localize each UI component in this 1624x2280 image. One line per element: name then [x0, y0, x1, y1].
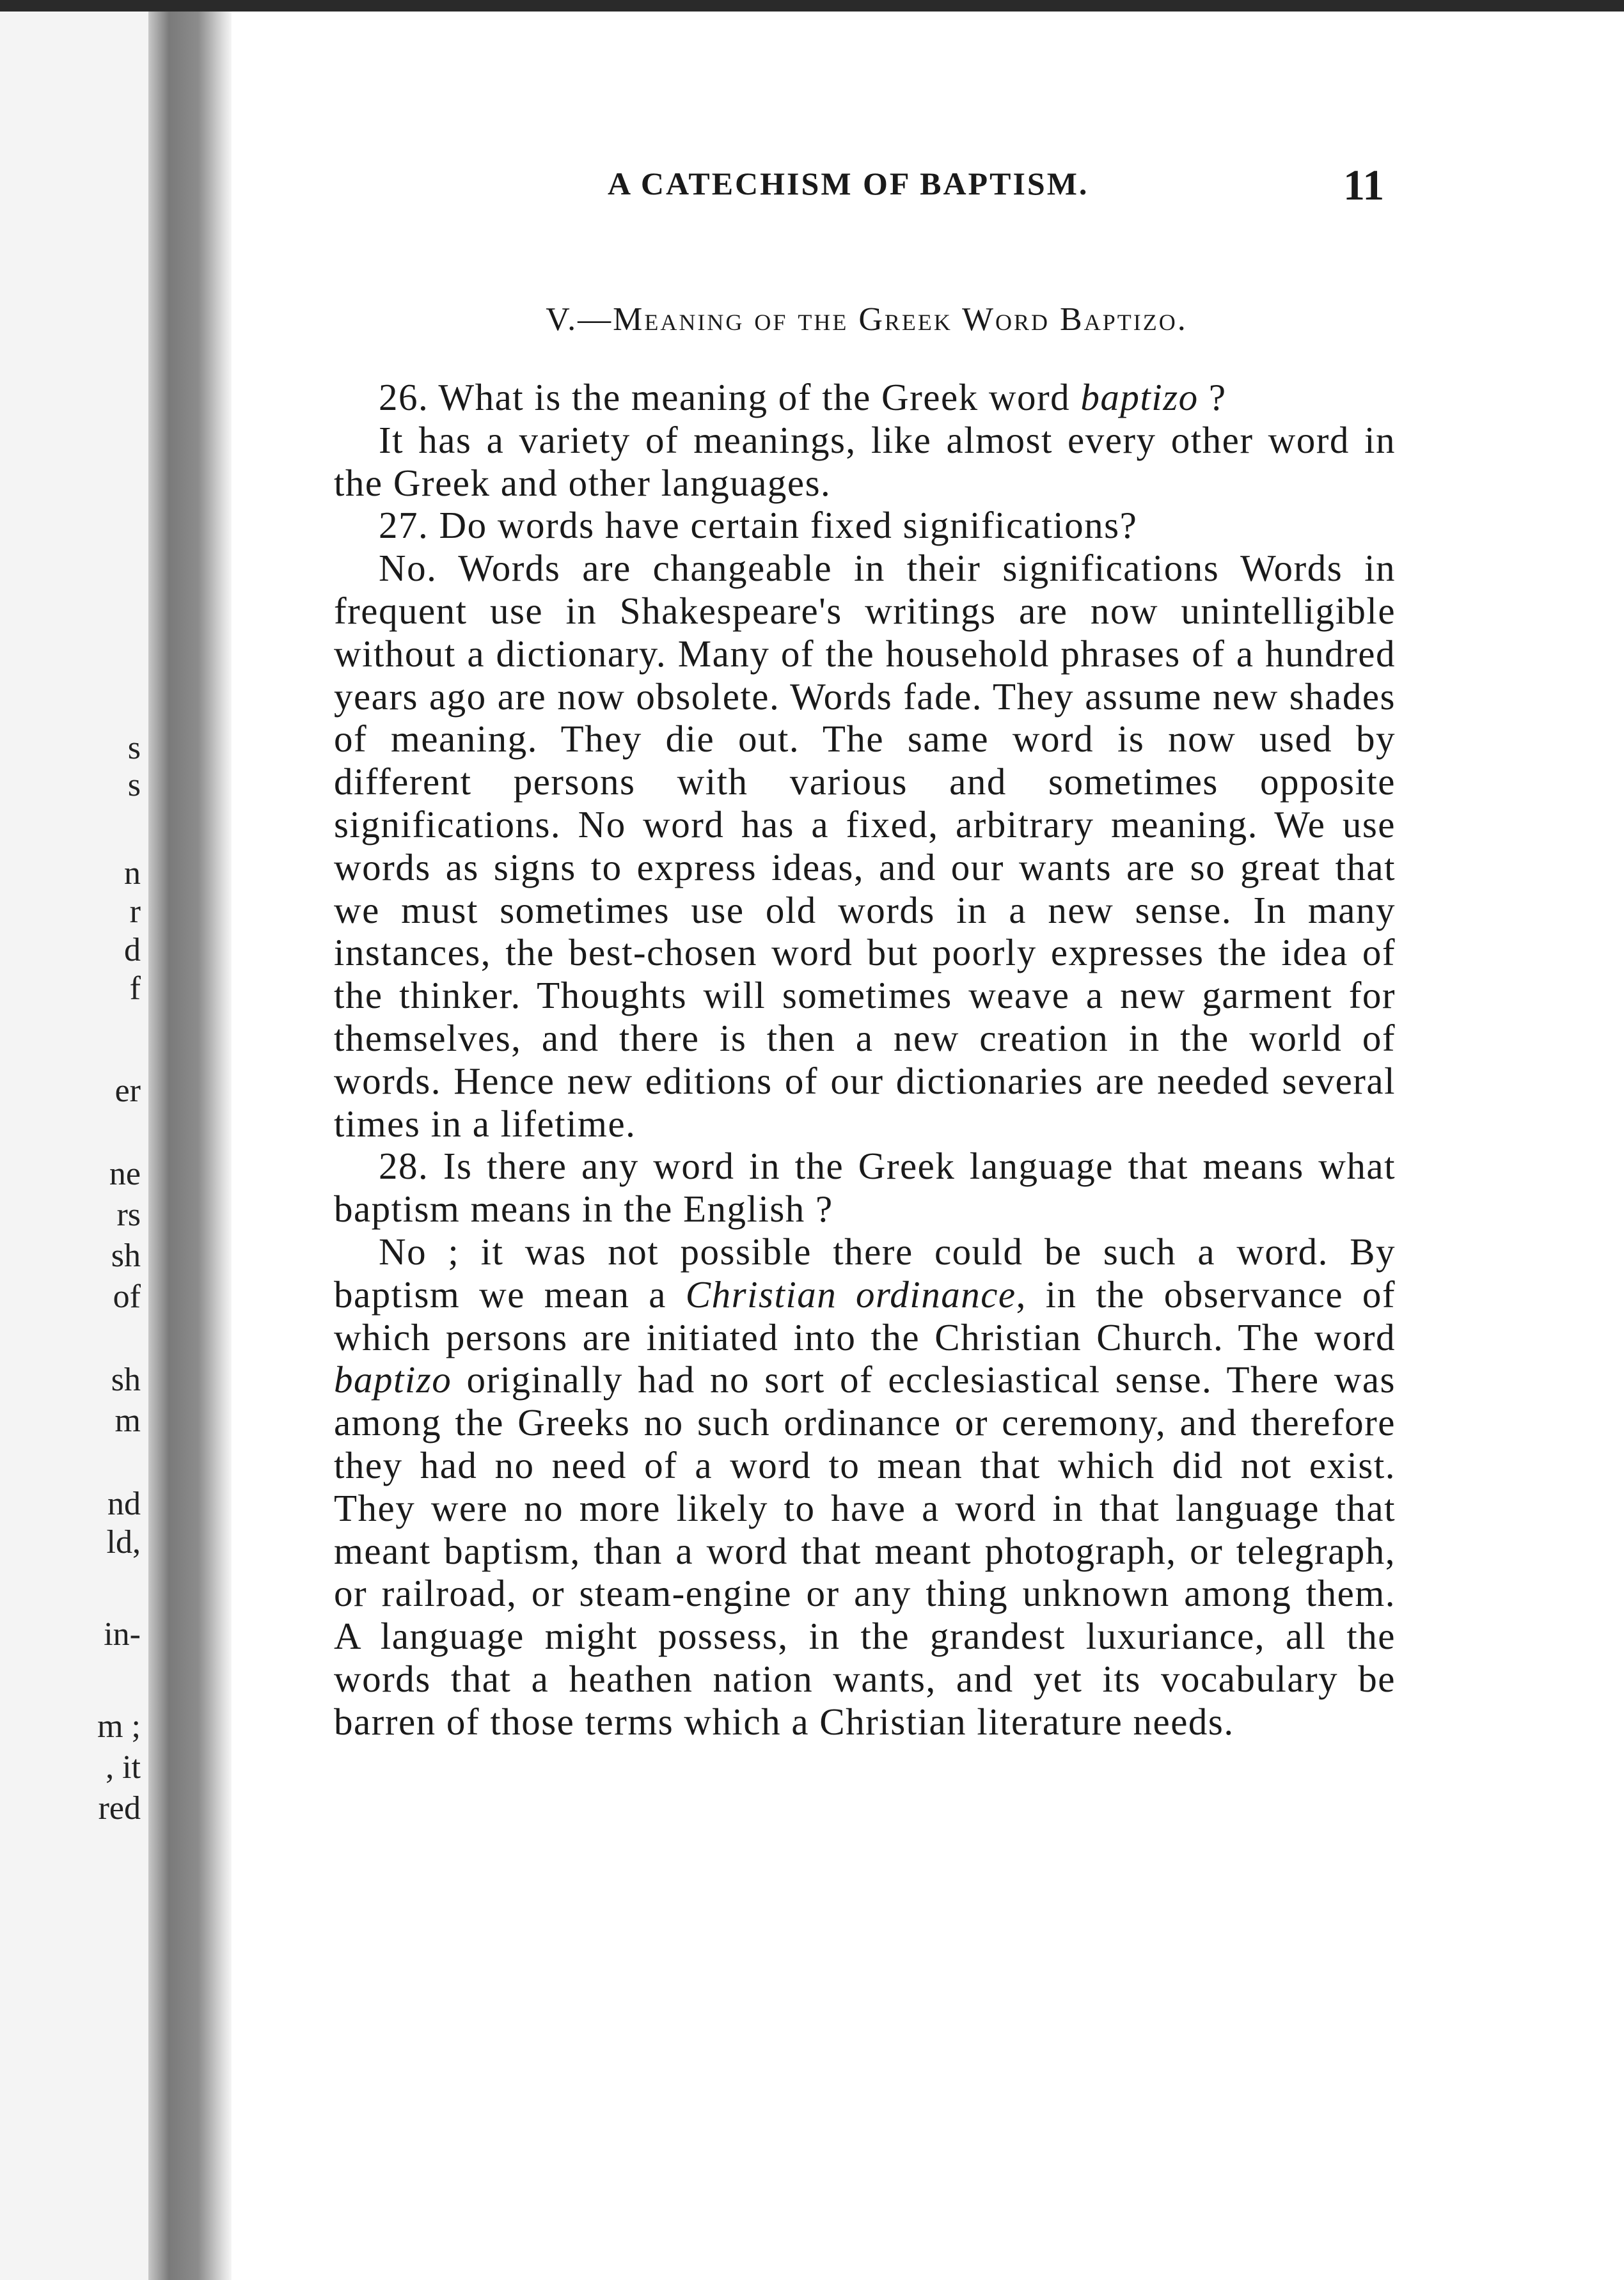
left-margin-fragment: of: [113, 1278, 141, 1315]
left-margin-fragment: s: [127, 767, 141, 803]
left-margin-fragment: m: [114, 1403, 141, 1439]
book-gutter: [148, 12, 232, 2280]
left-margin-fragment: red: [98, 1790, 141, 1827]
left-margin-fragment: in-: [104, 1616, 141, 1653]
page-number: 11: [1343, 161, 1385, 209]
left-margin-fragment: nd: [107, 1486, 141, 1522]
left-margin-fragment: m ;: [97, 1708, 141, 1745]
body-text: [334, 376, 1396, 1743]
question-28: 28. Is there any word in the Greek language that means what baptism means in the English ?: [334, 1145, 1396, 1230]
left-margin-fragment: rs: [116, 1197, 141, 1233]
left-margin-fragment: r: [129, 893, 141, 930]
left-margin-fragment: sh: [111, 1362, 141, 1398]
left-page-edge: [0, 12, 148, 2280]
answer-27: No. Words are changeable in their significations Words in frequent use in Shakespeare's writings are now unintelligible without a dictionary. Many of the household phrases of a hundred years ago are now obsolete. Words fade. They assume new shades of meaning. They die out. The same word is now used by different persons with various and sometimes opposite significations. No word has a fixed, arbitrary meaning. We use words as signs to express ideas, and our wants are so great that we must sometimes use old words in a new sense. In many instances, the best-chosen word but poorly expresses the idea of the thinker. Thoughts will sometimes weave a new garment for themselves, and there is then a new creation in the world of words. Hence new editions of our dictionaries are needed several times in a lifetime.: [334, 547, 1396, 1145]
left-margin-fragment: , it: [106, 1749, 141, 1786]
answer-26: It has a variety of meanings, like almost every other word in the Greek and other languages.: [334, 418, 1396, 504]
left-margin-fragment: sh: [111, 1238, 141, 1274]
left-margin-fragment: ld,: [106, 1524, 141, 1561]
left-margin-fragment: ne: [109, 1156, 141, 1192]
scan-top-edge: [0, 0, 1624, 12]
left-margin-fragment: er: [114, 1073, 141, 1109]
left-margin-fragment: n: [124, 855, 141, 892]
left-margin-fragment: f: [129, 970, 141, 1007]
question-27: 27. Do words have certain fixed significations?: [379, 504, 1138, 547]
left-margin-fragment: s: [127, 730, 141, 766]
answer-28: No ; it was not possible there could be such a word. By baptism we mean a Christian ordinance, in the observance of which persons are initiated into the Christian Church. The word baptizo originally had no sort of ecclesiastical sense. There was among the Greeks no such ordinance or ceremony, and therefore they had no need of a word to mean that which did not exist. They were no more likely to have a word in that language that meant baptism, than a word that meant photograph, or telegraph, or railroad, or steam-engine or any thing unknown among them. A language might possess, in the grandest luxuriance, all the words that a heathen nation wants, and yet its vocabulary be barren of those terms which a Christian literature needs.: [334, 1230, 1396, 1743]
question-26: 26. What is the meaning of the Greek word baptizo ?: [379, 376, 1227, 418]
running-title: A CATECHISM OF BAPTISM.: [608, 166, 1089, 201]
section-heading: V.—Meaning of the Greek Word Baptizo.: [546, 301, 1188, 338]
left-margin-fragment: d: [124, 932, 141, 968]
